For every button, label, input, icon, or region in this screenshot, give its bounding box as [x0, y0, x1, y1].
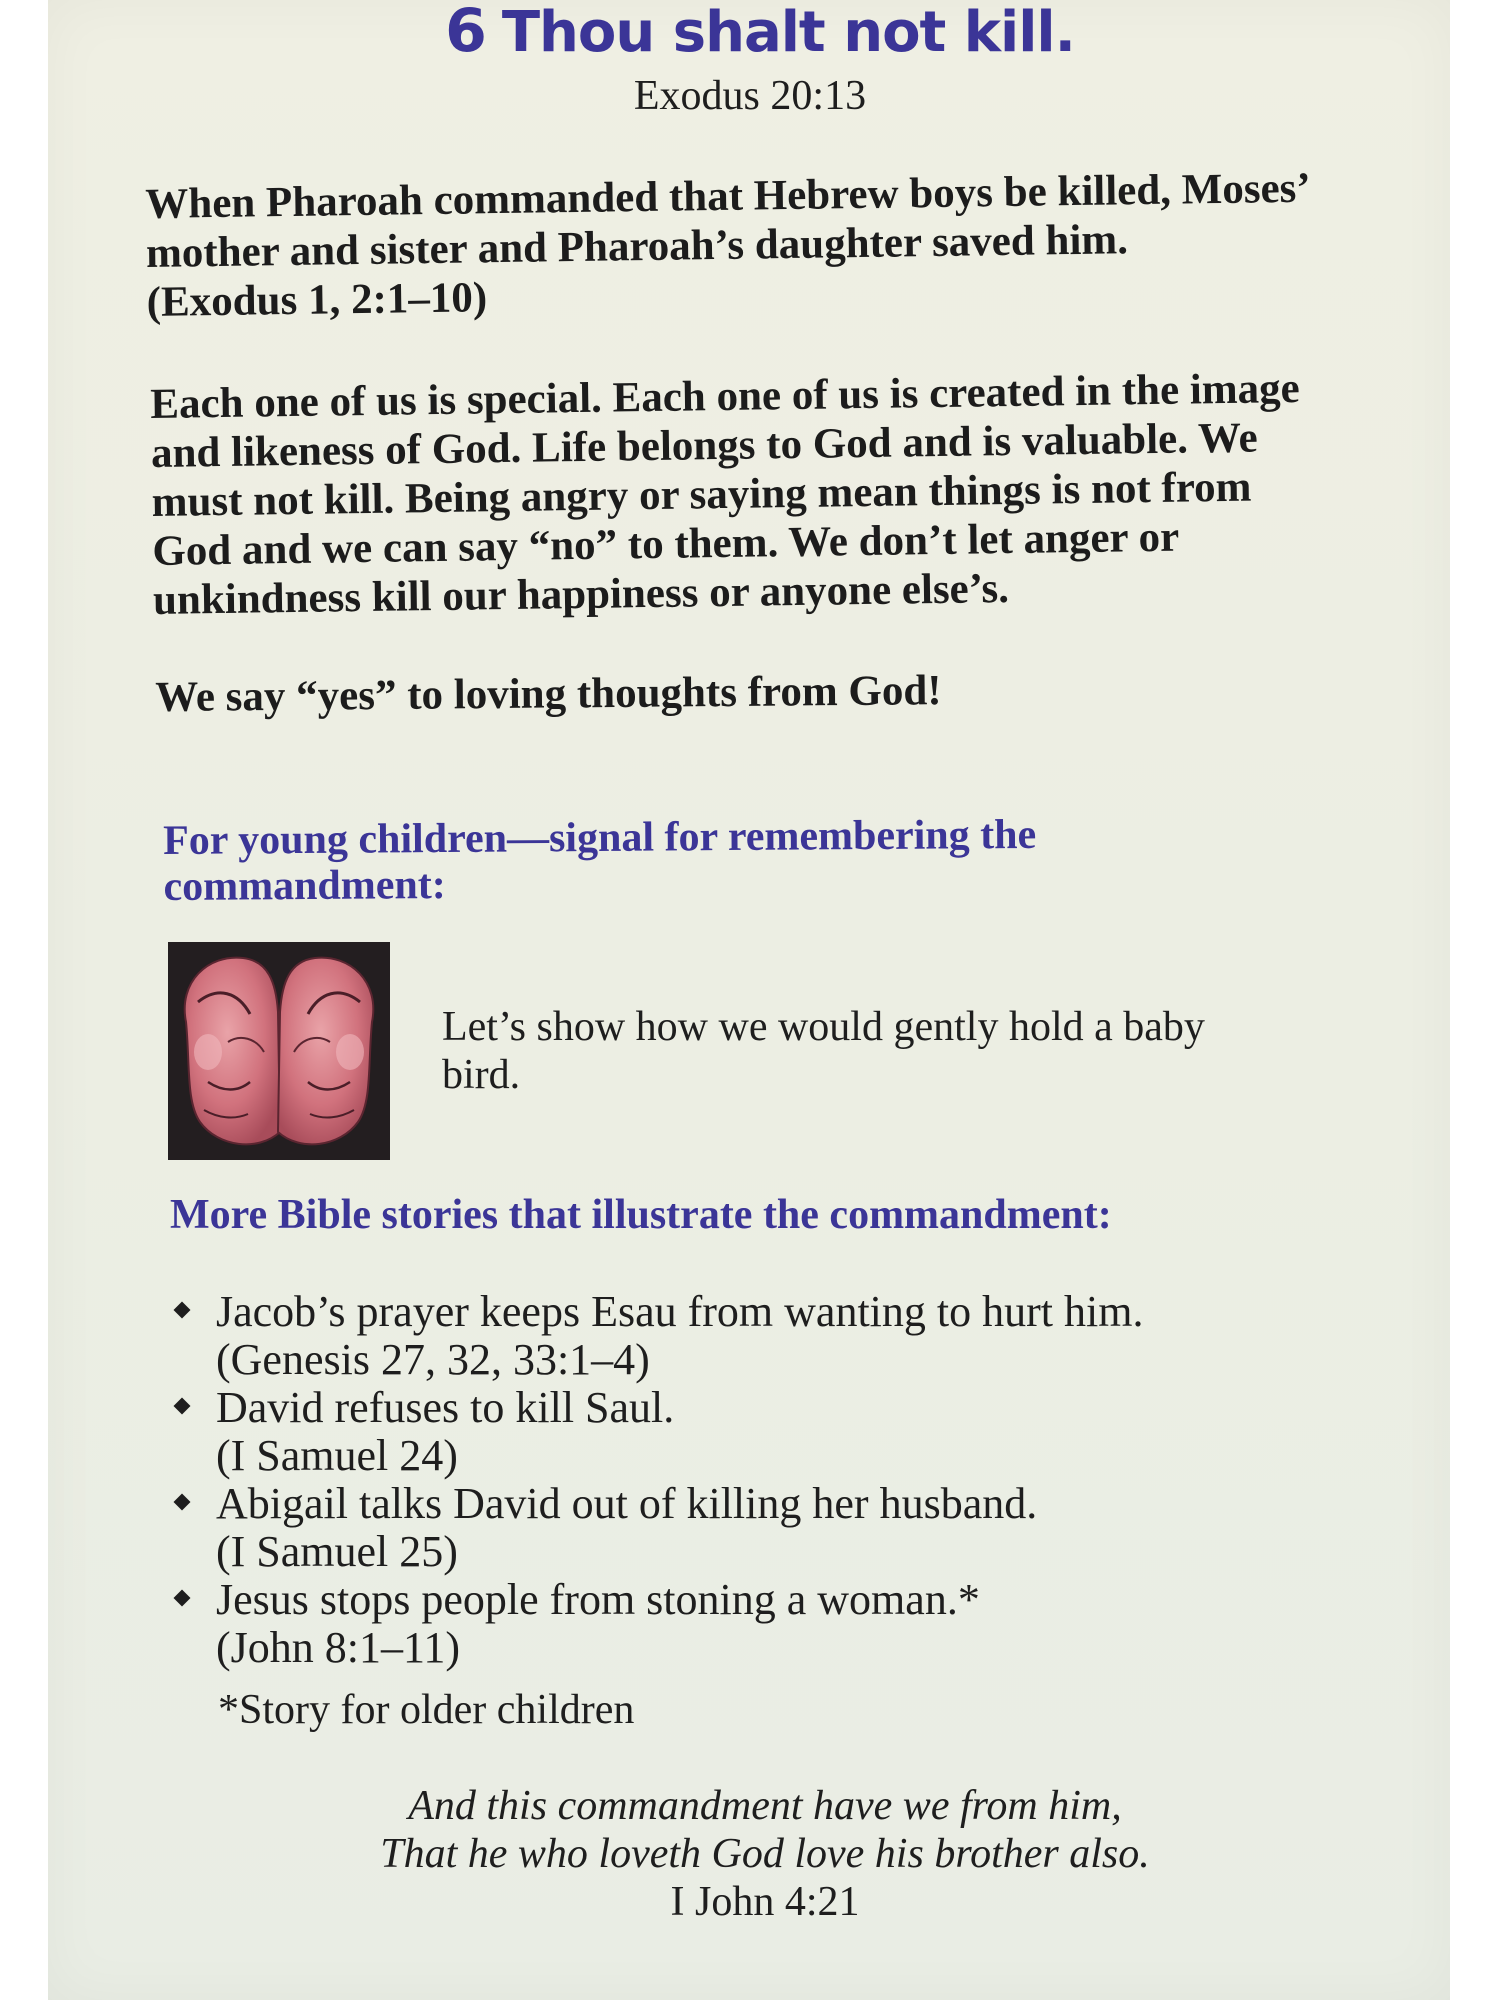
message-line: and likeness of God. Life belongs to God and is valuable. We: [150, 414, 1258, 477]
signal-instruction-line: Let’s show how we would gently hold a baby: [442, 1004, 1205, 1050]
list-item: [172, 1288, 1372, 1384]
verse-citation: I John 4:21: [670, 1879, 860, 1925]
message-line: unkindness kill our happiness or anyone else’s.: [152, 565, 1010, 624]
stories-heading: More Bible stories that illustrate the commandment:: [170, 1192, 1112, 1238]
commandment-reference: Exodus 20:13: [633, 73, 867, 119]
footnote: *Story for older children: [218, 1687, 635, 1733]
message-line: must not kill. Being angry or saying mean things is not from: [151, 463, 1252, 526]
list-item: [172, 1384, 1372, 1480]
story-reference: (I Samuel 25): [216, 1527, 458, 1576]
story-reference: (John 8:1–11): [216, 1623, 461, 1672]
signal-heading-line: For young children—signal for remembering the: [163, 811, 1037, 864]
commandment-number: 6: [445, 0, 486, 66]
story-text: David refuses to kill Saul.: [216, 1383, 675, 1432]
intro-paragraph: [145, 162, 1437, 327]
message-paragraph: [150, 362, 1443, 625]
signal-instruction: [442, 1003, 1342, 1099]
cupped-hands-icon: [168, 942, 390, 1160]
intro-line: When Pharoah commanded that Hebrew boys be killed, Moses’: [145, 164, 1311, 228]
story-text: Jacob’s prayer keeps Esau from wanting to hurt him.: [216, 1287, 1144, 1336]
story-reference: (I Samuel 24): [216, 1431, 458, 1480]
verse-line: And this commandment have we from him,: [408, 1783, 1122, 1829]
affirmation: We say “yes” to loving thoughts from God!: [155, 667, 942, 721]
diamond-bullet-icon: [174, 1590, 191, 1607]
signal-heading-line: commandment:: [163, 862, 446, 910]
closing-verse: [0, 1782, 1500, 1926]
message-line: Each one of us is special. Each one of us is created in the image: [150, 364, 1301, 428]
commandment-title: [410, 0, 1110, 66]
story-text: Abigail talks David out of killing her husband.: [216, 1479, 1038, 1528]
signal-instruction-line: bird.: [442, 1052, 521, 1098]
diamond-bullet-icon: [174, 1398, 191, 1415]
diamond-bullet-icon: [174, 1302, 191, 1319]
verse-line: That he who loveth God love his brother also.: [380, 1831, 1150, 1877]
signal-heading: [163, 811, 1164, 910]
message-line: God and we can say “no” to them. We don’t let anger or: [152, 513, 1180, 575]
stories-list: [172, 1288, 1372, 1672]
intro-line: mother and sister and Pharoah’s daughter saved him.: [145, 216, 1129, 277]
intro-line: (Exodus 1, 2:1–10): [146, 274, 488, 326]
commandment-text: Thou shalt not kill.: [501, 0, 1075, 65]
list-item: [172, 1480, 1372, 1576]
diamond-bullet-icon: [174, 1494, 191, 1511]
story-text: Jesus stops people from stoning a woman.*: [216, 1575, 980, 1624]
list-item: [172, 1576, 1372, 1672]
story-reference: (Genesis 27, 32, 33:1–4): [216, 1335, 650, 1384]
